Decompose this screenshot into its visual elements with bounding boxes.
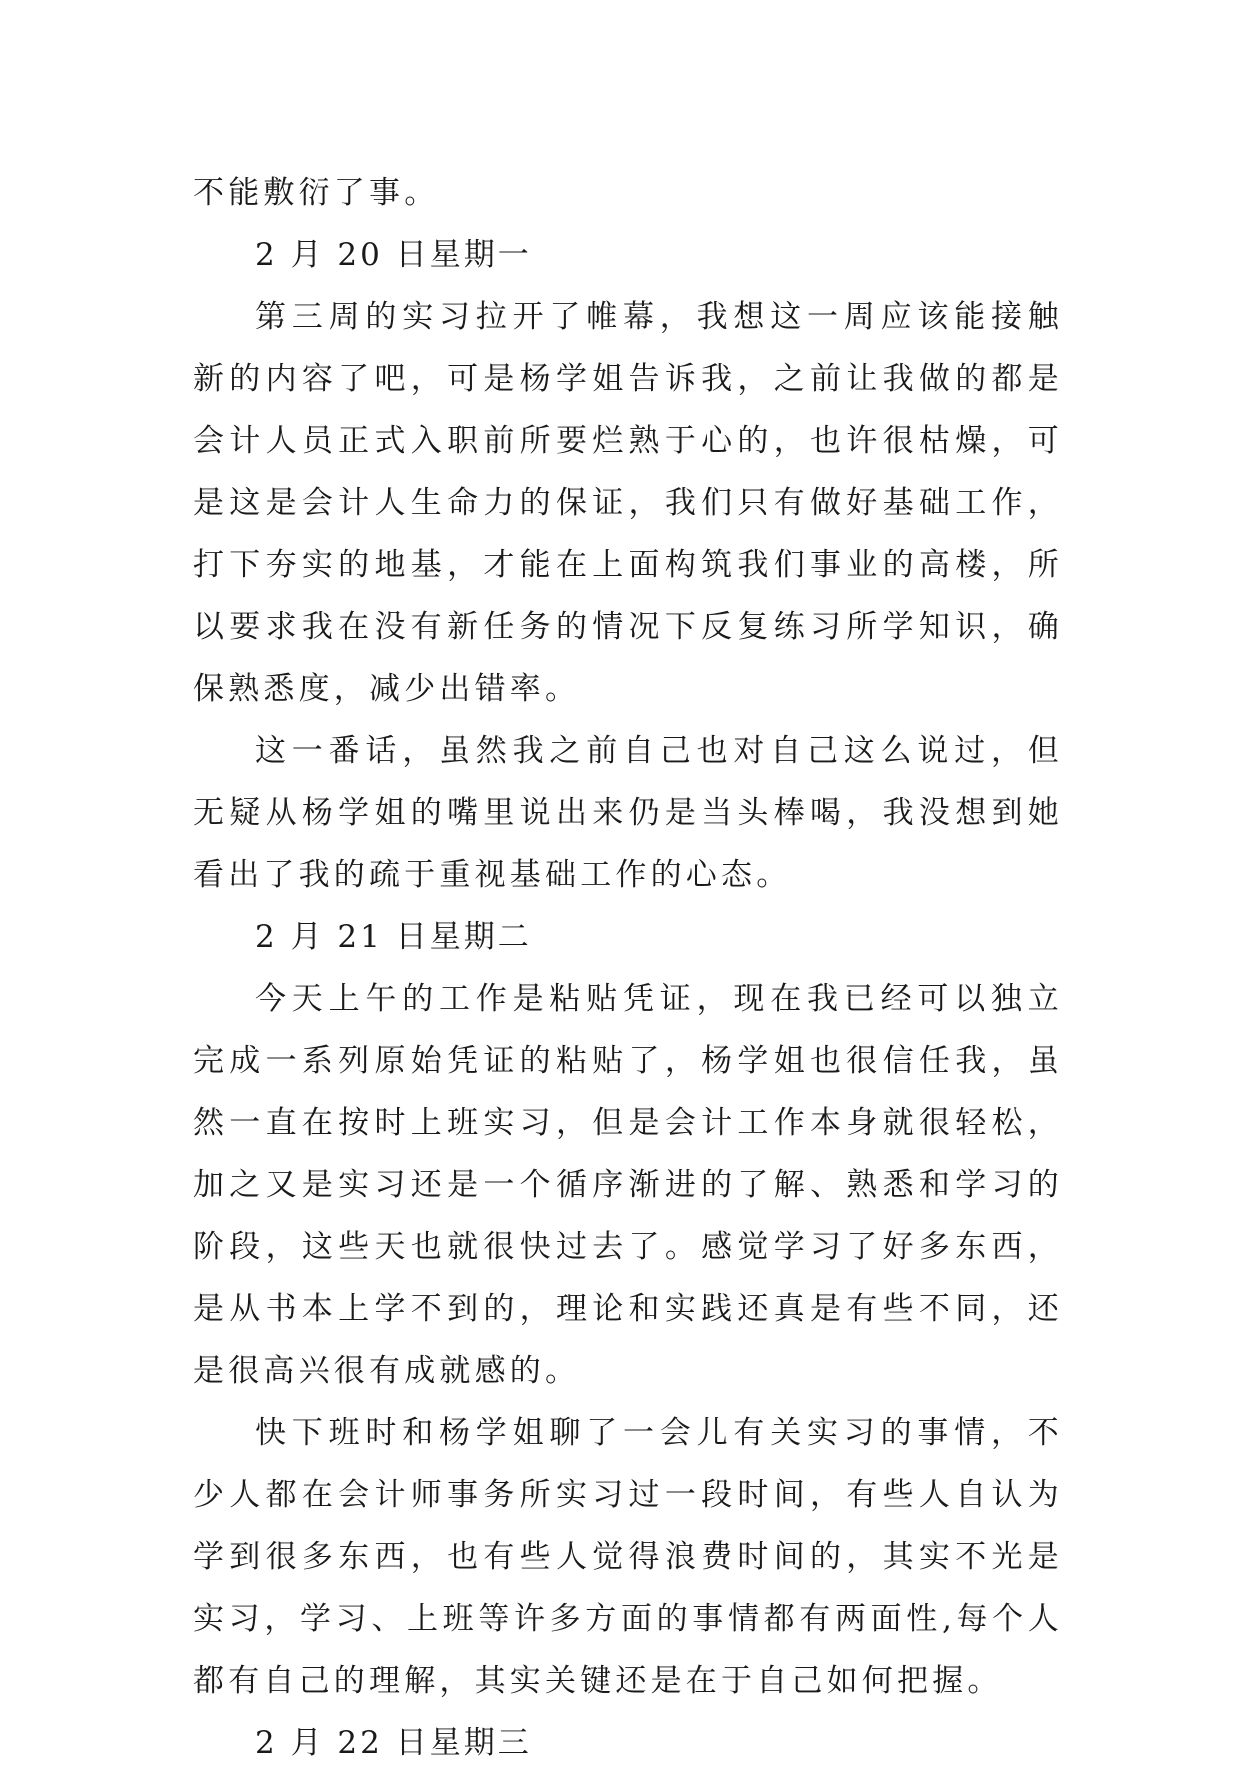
paragraph-feb-20-week-three: 第三周的实习拉开了帷幕，我想这一周应该能接触新的内容了吧，可是杨学姐告诉我，之前让我做的都是会计人员正式入职前所要烂熟于心的，也许很枯燥，可是这是会计人生命力的保证，我们只有做好基础工作，打下夯实的地基，才能在上面构筑我们事业的高楼，所以要求我在没有新任务的情况下反复练习所学知识，确保熟悉度，减少出错率。 <box>193 299 1063 707</box>
diary-date-feb-20: 2 月 20 日星期一 <box>255 237 532 273</box>
paragraph-feb-21-vouchers: 今天上午的工作是粘贴凭证，现在我已经可以独立完成一系列原始凭证的粘贴了，杨学姐也很信任我，虽然一直在按时上班实习，但是会计工作本身就很轻松，加之又是实习还是一个循序渐进的了解、熟悉和学习的阶段，这些天也就很快过去了。感觉学习了好多东西，是从书本上学不到的，理论和实践还真是有些不同，还是很高兴很有成就感的。 <box>193 981 1063 1389</box>
paragraph-feb-21-chat: 快下班时和杨学姐聊了一会儿有关实习的事情，不少人都在会计师事务所实习过一段时间，有些人自认为学到很多东西，也有些人觉得浪费时间的，其实不光是实习，学习、上班等许多方面的事情都有两面性,每个人都有自己的理解，其实关键还是在于自己如何把握。 <box>193 1415 1063 1699</box>
diary-date-feb-22: 2 月 22 日星期三 <box>255 1725 532 1761</box>
paragraph-continuation: 不能敷衍了事。 <box>193 175 440 211</box>
paragraph-feb-20-reflection: 这一番话，虽然我之前自己也对自己这么说过，但无疑从杨学姐的嘴里说出来仍是当头棒喝，我没想到她看出了我的疏于重视基础工作的心态。 <box>193 733 1063 893</box>
diary-date-feb-21: 2 月 21 日星期二 <box>255 919 532 955</box>
document-body <box>193 162 1063 1774</box>
